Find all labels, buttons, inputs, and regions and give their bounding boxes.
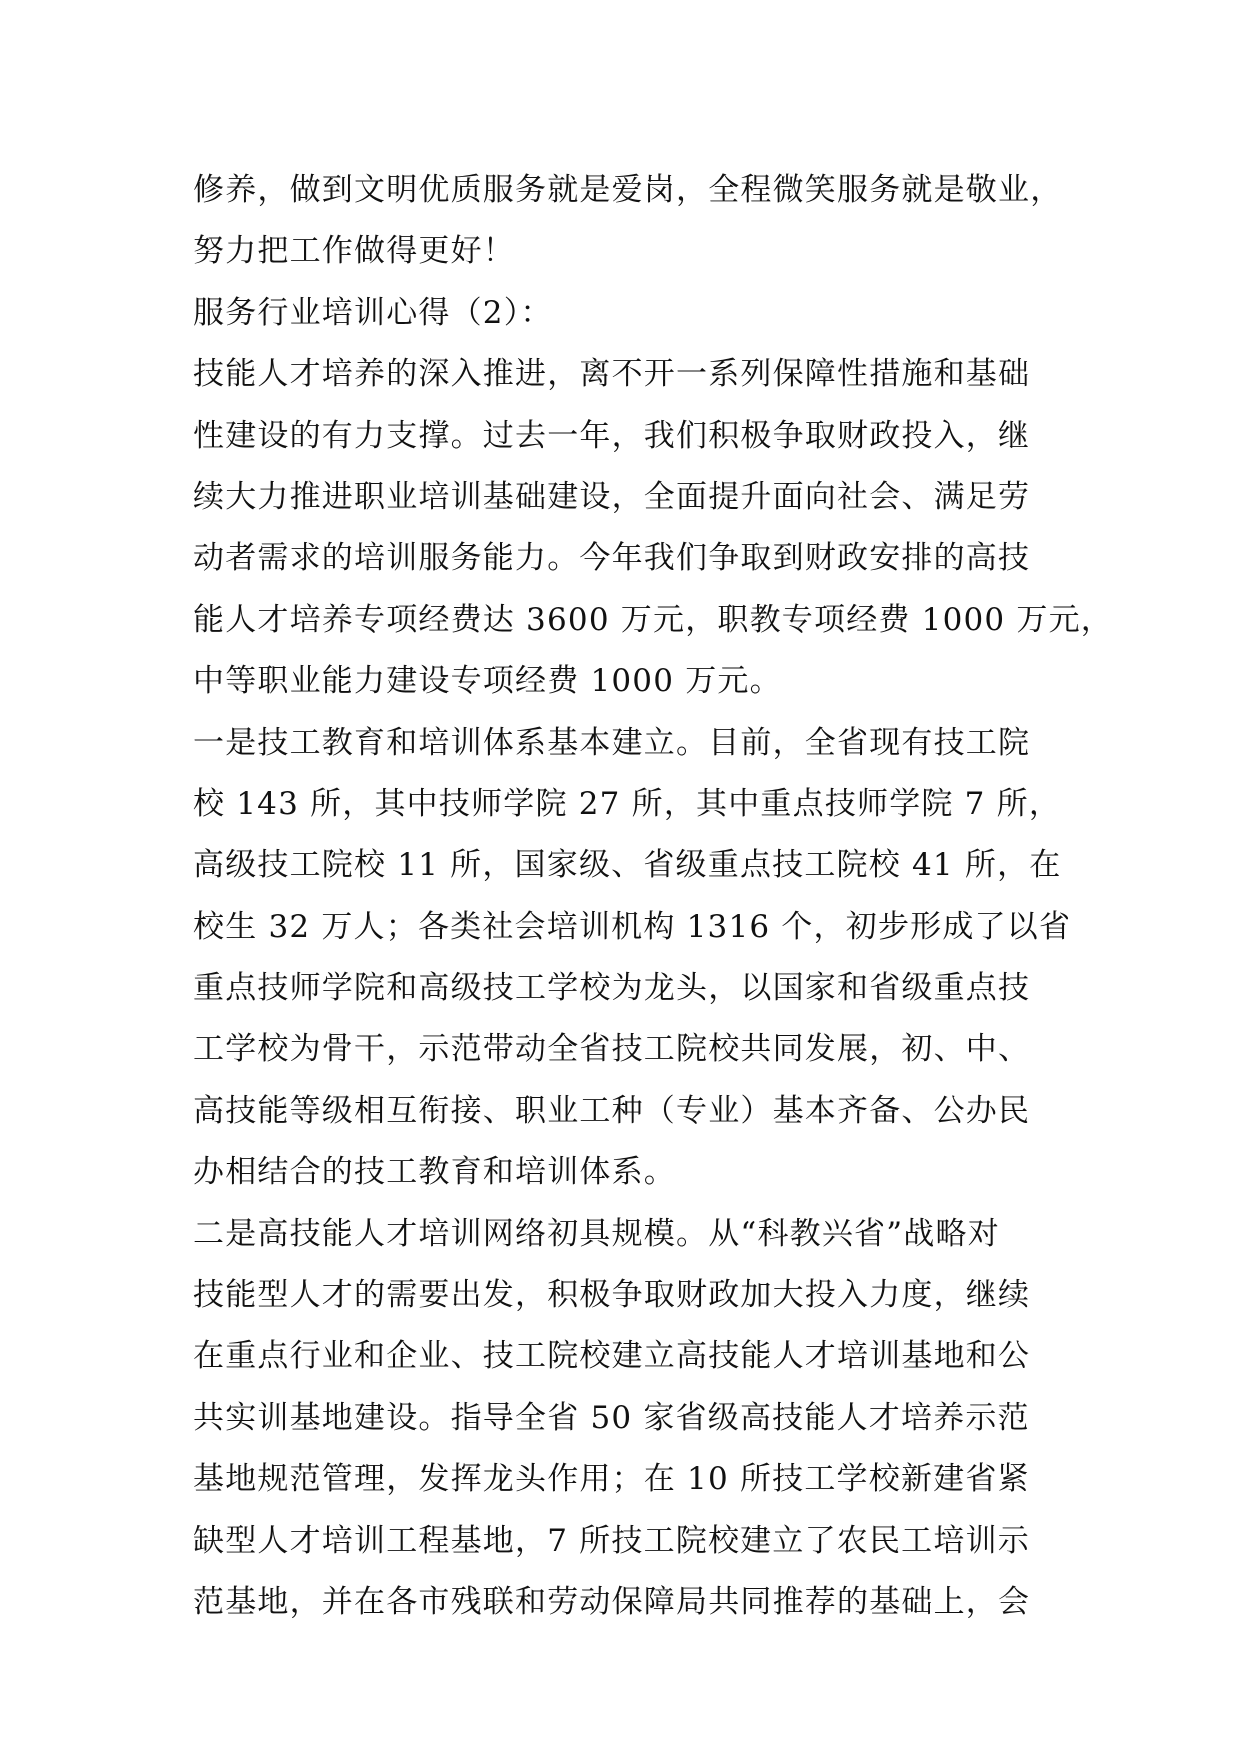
text-line: 范基地，并在各市残联和劳动保障局共同推荐的基础上，会 [193,1583,1031,1620]
text-line: 技能人才培养的深入推进，离不开一系列保障性措施和基础 [193,356,1031,393]
text-line: 努力把工作做得更好！ [193,233,515,270]
text-line: 修养，做到文明优质服务就是爱岗，全程微笑服务就是敬业， [193,172,1063,208]
text-line: 缺型人才培训工程基地，7 所技工院校建立了农民工培训示 [193,1522,1030,1559]
text-line: 共实训基地建设。指导全省 50 家省级高技能人才培养示范 [193,1399,1030,1436]
text-line: 工学校为骨干，示范带动全省技工院校共同发展，初、中、 [193,1031,1031,1068]
text-line: 中等职业能力建设专项经费 1000 万元。 [193,663,782,700]
text-line: 高级技工院校 11 所，国家级、省级重点技工院校 41 所，在 [193,847,1062,884]
text-line: 校 143 所，其中技师学院 27 所，其中重点技师学院 7 所， [193,785,1062,822]
text-line: 基地规范管理，发挥龙头作用；在 10 所技工学校新建省紧 [193,1461,1030,1498]
text-line: 在重点行业和企业、技工院校建立高技能人才培训基地和公 [193,1338,1031,1375]
text-line: 高技能等级相互衔接、职业工种（专业）基本齐备、公办民 [193,1092,1031,1129]
text-line: 性建设的有力支撑。过去一年，我们积极争取财政投入，继 [193,417,1031,454]
text-line: 二是高技能人才培训网络初具规模。从“科教兴省”战略对 [193,1215,1000,1252]
section-heading: 服务行业培训心得（2）： [193,294,553,331]
text-line: 能人才培养专项经费达 3600 万元，职教专项经费 1000 万元， [193,601,1113,638]
document-body [193,160,1113,1633]
text-line: 重点技师学院和高级技工学校为龙头，以国家和省级重点技 [193,970,1031,1007]
text-line: 动者需求的培训服务能力。今年我们争取到财政安排的高技 [193,540,1031,577]
text-line: 办相结合的技工教育和培训体系。 [193,1154,676,1191]
text-line: 一是技工教育和培训体系基本建立。目前，全省现有技工院 [193,724,1031,761]
text-line: 续大力推进职业培训基础建设，全面提升面向社会、满足劳 [193,478,1031,515]
text-line: 校生 32 万人；各类社会培训机构 1316 个，初步形成了以省 [193,908,1072,945]
text-line: 技能型人才的需要出发，积极争取财政加大投入力度，继续 [193,1277,1031,1314]
